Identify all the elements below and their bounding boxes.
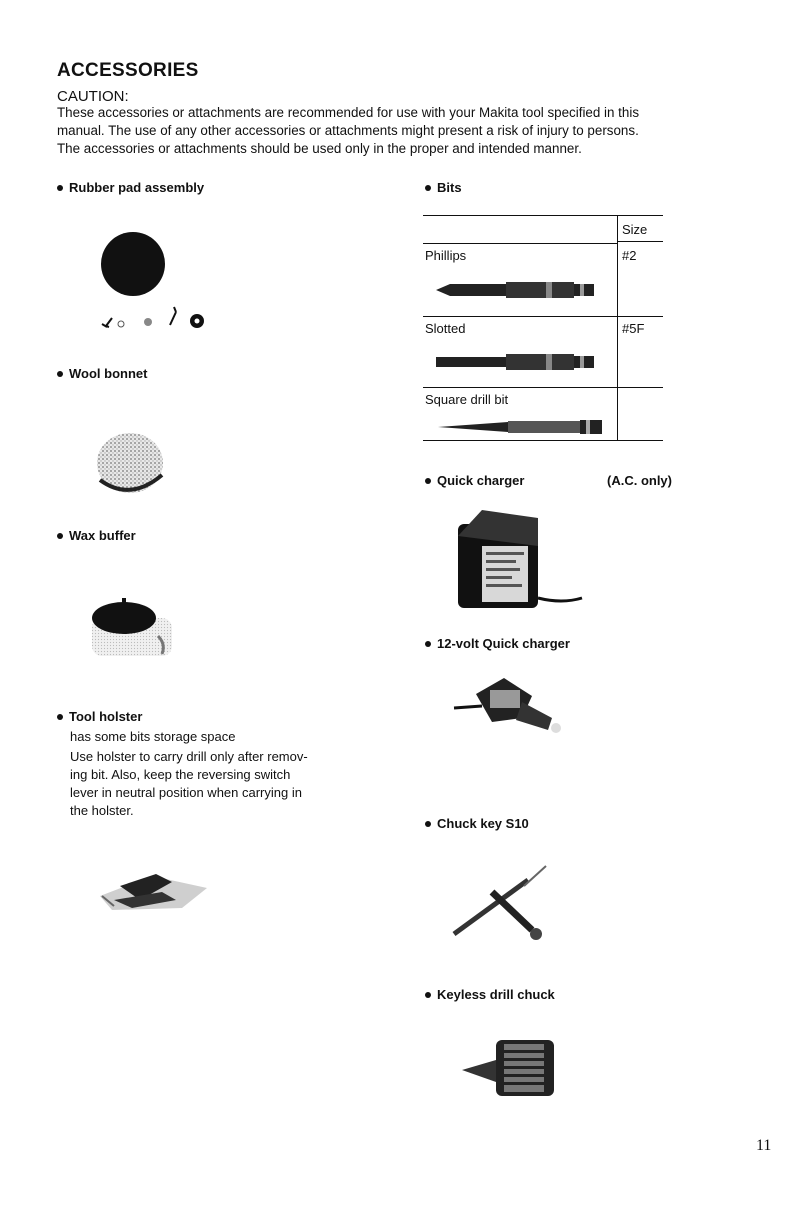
12v-charger-image (452, 672, 568, 742)
bullet-icon (425, 478, 431, 484)
tool-holster-heading (57, 709, 142, 724)
page-title: ACCESSORIES (57, 60, 199, 81)
bits-size-header: Size (622, 222, 648, 237)
tool-holster-label: Tool holster (69, 709, 143, 724)
quick-charger-image (452, 506, 592, 616)
caution-line-3: The accessories or attachments should be used only in the proper and intended manner. (57, 141, 582, 156)
wax-buffer-heading (57, 528, 136, 543)
tool-holster-desc-2: Use holster to carry drill only after remov- (70, 749, 308, 764)
quick-charger-heading (425, 473, 524, 488)
bits-row-name: Square drill bit (425, 392, 509, 407)
bits-label: Bits (437, 180, 462, 195)
wool-bonnet-image (90, 430, 170, 500)
bullet-icon (425, 641, 431, 647)
rubber-pad-label: Rubber pad assembly (69, 180, 205, 195)
caution-line-1: These accessories or attachments are recommended for use with your Makita tool specified in this (57, 105, 640, 120)
wool-bonnet-label: Wool bonnet (69, 366, 148, 381)
rubber-pad-heading (57, 180, 204, 195)
tool-holster-desc-5: the holster. (70, 803, 134, 818)
quick-charger-note: (A.C. only) (607, 473, 672, 488)
slotted-bit-image (436, 352, 600, 372)
keyless-chuck-heading (425, 987, 555, 1002)
wax-buffer-label: Wax buffer (69, 528, 136, 543)
bullet-icon (57, 185, 63, 191)
bullet-icon (57, 371, 63, 377)
caution-heading: CAUTION: (57, 88, 129, 105)
bits-row-size: #2 (622, 248, 637, 263)
chuck-key-heading (425, 816, 529, 831)
caution-line-2: manual. The use of any other accessories or attachments might present a risk of injury to persons. (57, 123, 639, 138)
rubber-pad-image (90, 232, 230, 342)
keyless-chuck-label: Keyless drill chuck (437, 987, 555, 1002)
tool-holster-image (92, 866, 212, 916)
quick-charger-label: Quick charger (437, 473, 525, 488)
bits-row-size: #5F (622, 321, 645, 336)
12v-charger-label: 12-volt Quick charger (437, 636, 570, 651)
table-rule (423, 387, 663, 388)
bullet-icon (425, 185, 431, 191)
tool-holster-desc-3: ing bit. Also, keep the reversing switch (70, 767, 291, 782)
table-rule (617, 215, 618, 441)
tool-holster-desc-4: lever in neutral position when carrying in (70, 785, 302, 800)
bits-row-name: Phillips (425, 248, 467, 263)
bits-heading (425, 180, 462, 195)
square-drill-bit-image (438, 418, 606, 436)
bullet-icon (57, 714, 63, 720)
table-rule (423, 316, 663, 317)
12v-charger-heading (425, 636, 570, 651)
table-rule (423, 215, 663, 216)
keyless-chuck-image (454, 1036, 564, 1100)
table-rule (423, 243, 617, 244)
page-number: 11 (756, 1137, 772, 1154)
wool-bonnet-heading (57, 366, 147, 381)
table-rule (617, 241, 663, 242)
bullet-icon (425, 821, 431, 827)
phillips-bit-image (436, 280, 600, 300)
wax-buffer-image (88, 596, 178, 666)
tool-holster-desc-1: has some bits storage space (70, 729, 236, 744)
chuck-key-image (448, 862, 558, 944)
bullet-icon (57, 533, 63, 539)
table-rule (423, 440, 663, 441)
chuck-key-label: Chuck key S10 (437, 816, 529, 831)
bits-row-name: Slotted (425, 321, 466, 336)
bullet-icon (425, 992, 431, 998)
